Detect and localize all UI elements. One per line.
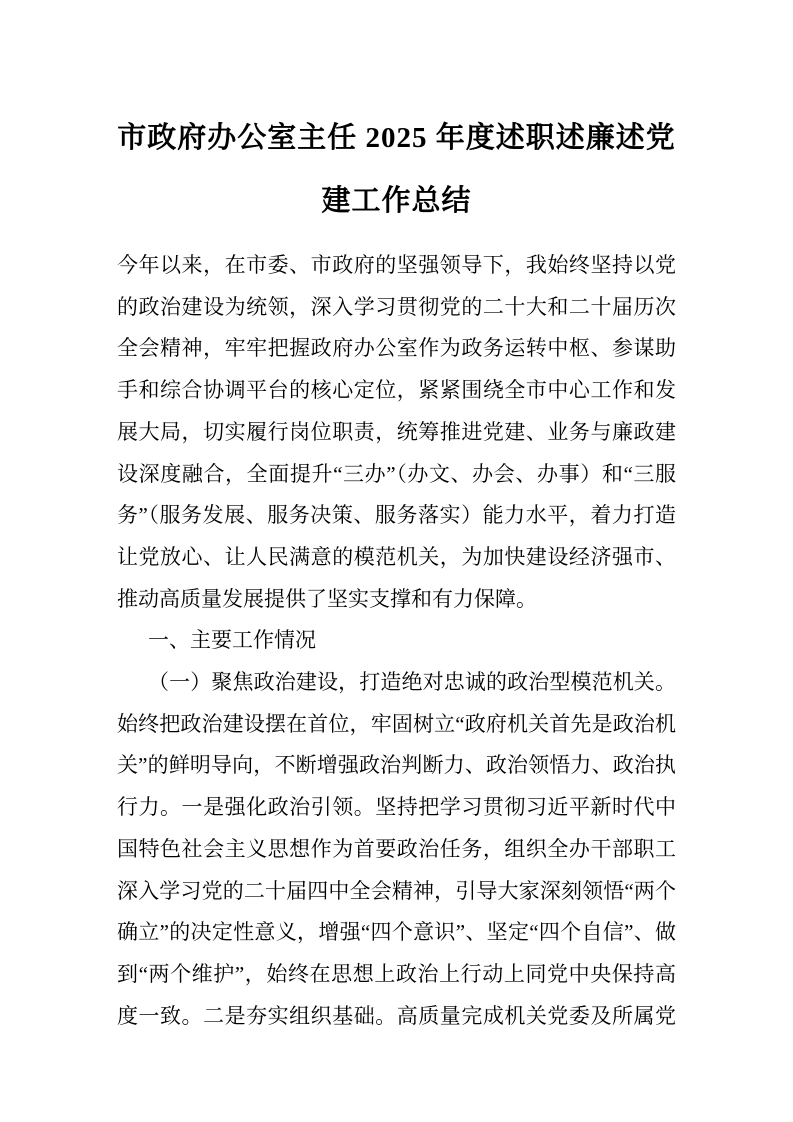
body-line: 度一致。二是夯实组织基础。高质量完成机关党委及所属党 xyxy=(117,1003,676,1028)
body-line: 深入学习党的二十届四中全会精神，引导大家深刻领悟“两个 xyxy=(117,878,676,903)
body-line: 关”的鲜明导向，不断增强政治判断力、政治领悟力、政治执 xyxy=(117,753,676,778)
body-line: 推动高质量发展提供了坚实支撑和有力保障。 xyxy=(117,586,537,611)
body-line: 展大局，切实履行岗位职责，统筹推进党建、业务与廉政建 xyxy=(117,419,676,444)
document-title-line-2: 建工作总结 xyxy=(321,185,472,217)
body-line: 到“两个维护”，始终在思想上政治上行动上同党中央保持高 xyxy=(117,961,676,986)
body-line: 让党放心、让人民满意的模范机关，为加快建设经济强市、 xyxy=(117,544,676,569)
body-line: 设深度融合，全面提升“三办”（办文、办会、办事）和“三服 xyxy=(117,461,676,486)
section-1 xyxy=(117,620,676,662)
body-line: 的政治建设为统领，深入学习贯彻党的二十大和二十届历次 xyxy=(117,294,676,319)
body-line: 始终把政治建设摆在首位，牢固树立“政府机关首先是政治机 xyxy=(117,711,676,736)
paragraph-intro xyxy=(117,245,676,620)
body-line: 确立”的决定性意义，增强“四个意识”、坚定“四个自信”、做 xyxy=(117,920,676,945)
body-line: 手和综合协调平台的核心定位，紧紧围绕全市中心工作和发 xyxy=(117,378,676,403)
section-1-heading: 一、主要工作情况 xyxy=(148,628,316,653)
document-body xyxy=(117,245,676,1037)
body-line: 全会精神，牢牢把握政府办公室作为政务运转中枢、参谋助 xyxy=(117,336,676,361)
body-line: 行力。一是强化政治引领。坚持把学习贯彻习近平新时代中 xyxy=(117,795,676,820)
paragraph-section-1-1 xyxy=(117,662,676,1037)
body-line: （一）聚焦政治建设，打造绝对忠诚的政治型模范机关。 xyxy=(148,670,676,695)
body-line: 务”（服务发展、服务决策、服务落实）能力水平，着力打造 xyxy=(117,503,676,528)
document-title xyxy=(117,107,676,233)
document-title-line-1: 市政府办公室主任 2025 年度述职述廉述党 xyxy=(117,122,676,154)
body-line: 国特色社会主义思想作为首要政治任务，组织全办干部职工 xyxy=(117,836,676,861)
body-line: 今年以来，在市委、市政府的坚强领导下，我始终坚持以党 xyxy=(117,253,676,277)
